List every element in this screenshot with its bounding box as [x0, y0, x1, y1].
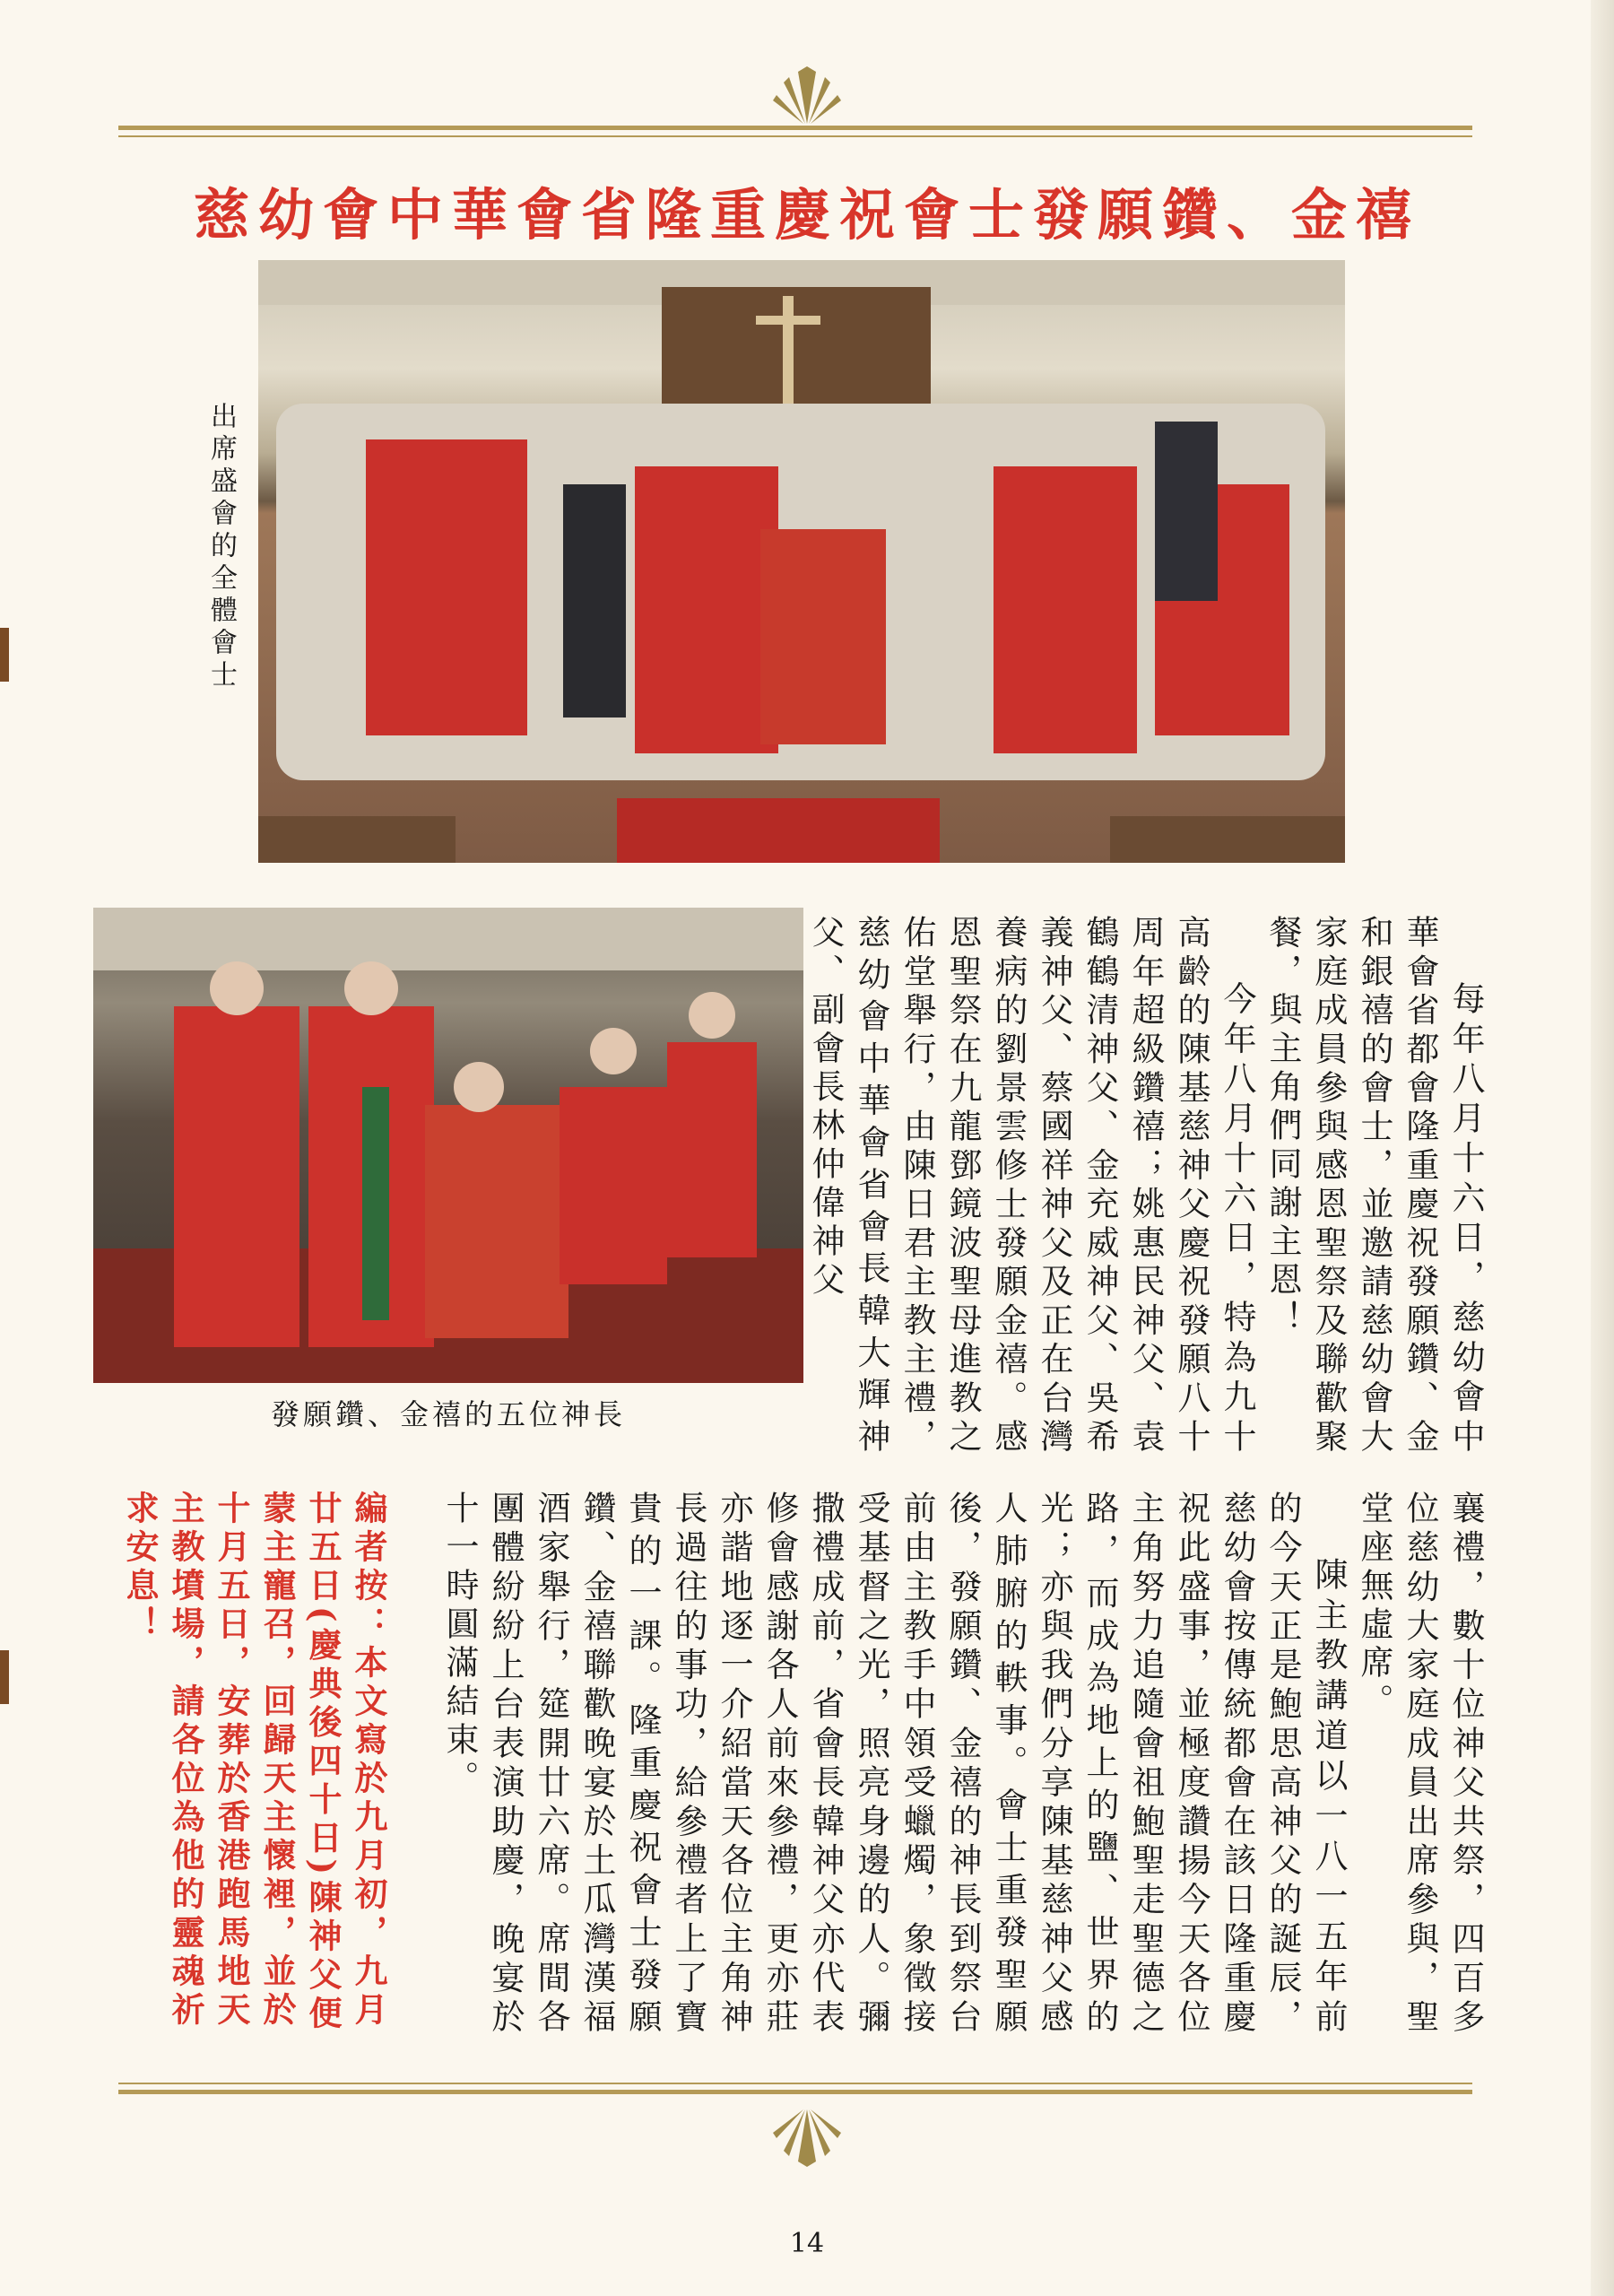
- article-para-1: 每年八月十六日，慈幼會中華會省都會隆重慶祝發願鑽、金和銀禧的會士，並邀請慈幼會大家庭成員參與感恩聖祭及聯歡聚餐，與主角們同謝主恩！: [1263, 915, 1485, 1457]
- group-photo-caption: 出席盛會的全體會士: [205, 402, 237, 692]
- article-block-upper: [803, 915, 1488, 1457]
- editor-note: 編者按：本文寫於九月初，九月廿五日(慶典後四十日)陳神父便蒙主寵召，回歸天主懷裡，並於十月五日，安葬於香港跑馬地天主教墳場，請各位為他的靈魂祈求安息！: [120, 1491, 388, 2035]
- bottom-rule: [118, 2083, 1472, 2094]
- binding-mark: [0, 1650, 9, 1704]
- page-edge: [1591, 0, 1614, 2296]
- page-title: 慈幼會中華會省隆重慶祝會士發願鑽、金禧: [193, 182, 1420, 248]
- fan-ornament-icon: [771, 2106, 843, 2169]
- five-priests-photo: [93, 908, 803, 1383]
- article-block-lower: [437, 1491, 1488, 2038]
- top-rule: [118, 126, 1472, 137]
- binding-mark: [0, 628, 9, 682]
- five-priests-caption: 發願鑽、金禧的五位神長: [270, 1397, 626, 1431]
- article-para-2: 今年八月十六日，特為九十高齡的陳基慈神父慶祝發願八十周年超級鑽禧；姚惠民神父、袁鶴鶴清神父、金充威神父、吳希義神父、蔡國祥神父及正在台灣養病的劉景雲修士發願金禧。感恩聖祭在九龍鄧鏡波聖母進教之佑堂舉行，由陳日君主教主禮，慈幼會中華會省會長韓大輝神父、副會長林仲偉神父: [806, 915, 1256, 1457]
- fan-ornament-icon: [771, 65, 843, 127]
- article-para-3: 襄禮，數十位神父共祭，四百多位慈幼大家庭成員出席參與，聖堂座無虛席。: [1355, 1491, 1485, 2038]
- page-number: 14: [789, 2228, 825, 2259]
- article-para-4: 陳主教講道以一八一五年前的今天正是鮑思高神父的誕辰，慈幼會按傳統都會在該日隆重慶祝此盛事，並極度讚揚今天各位主角努力追隨會祖鮑聖走聖德之路，而成為地上的鹽、世界的光；亦與我們分享陳基慈神父感人肺腑的軼事。會士重發聖願後，發願鑽、金禧的神長到祭台前由主教手中領受蠟燭，象徵接受基督之光，照亮身邊的人。彌撒禮成前，省會長韓神父亦代表修會感謝各人前來參禮，更亦莊亦諧地逐一介紹當天各位主角神長過往的事功，給參禮者上了寶貴的一課。隆重慶祝會士發願鑽、金禧聯歡晚宴於土瓜灣漢福酒家舉行，筵開廿六席。席間各團體紛紛上台表演助慶，晚宴於十一時圓滿結束。: [440, 1491, 1348, 2038]
- group-photo: [258, 260, 1345, 863]
